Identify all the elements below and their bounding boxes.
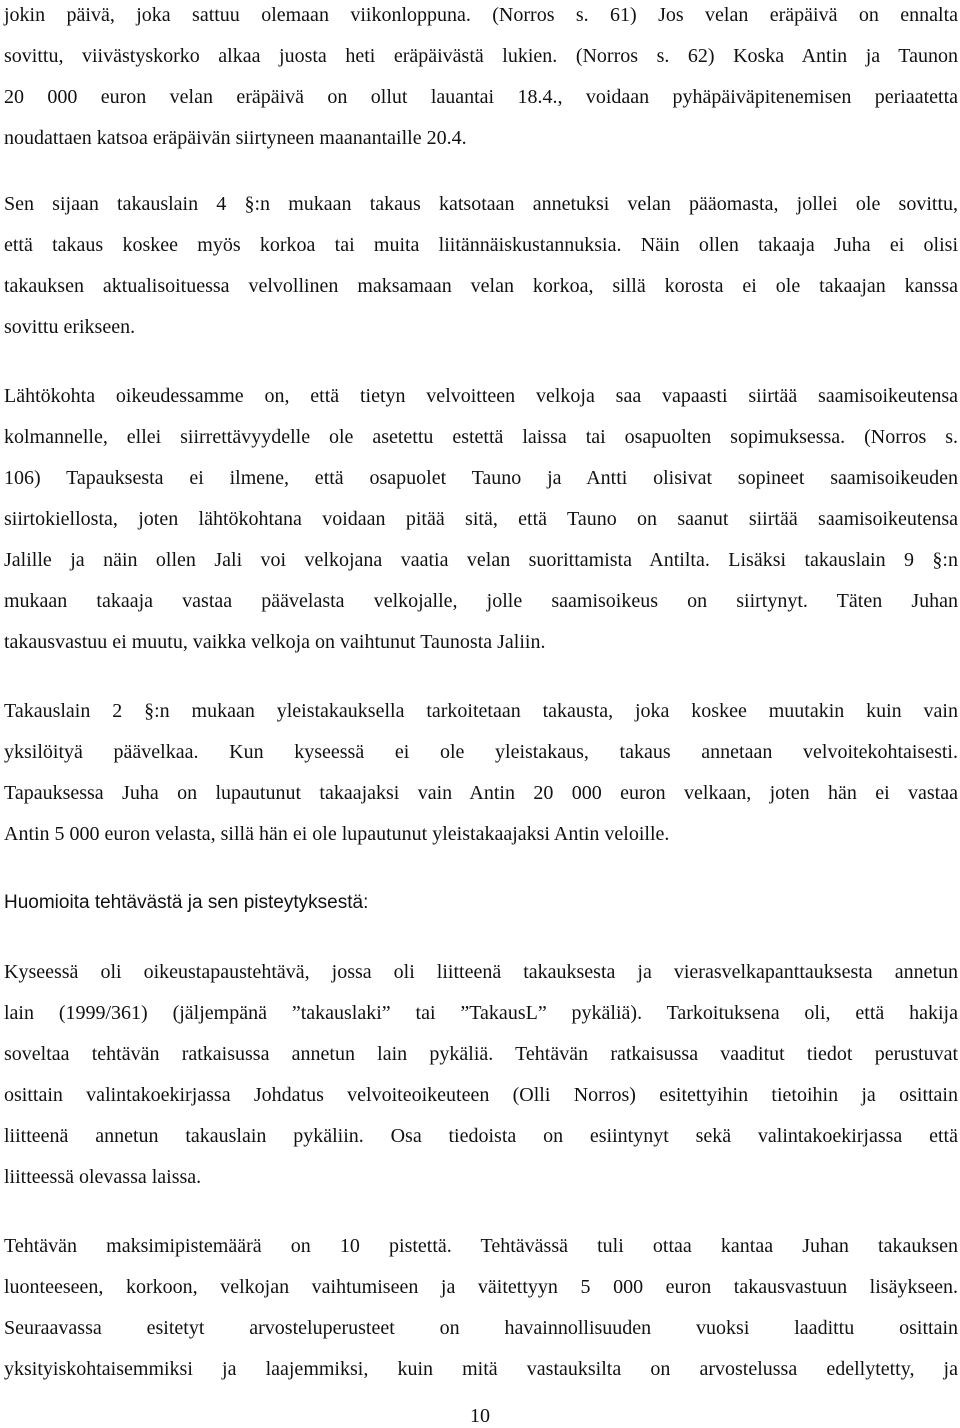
text-line: Antin 5 000 euron velasta, sillä hän ei ole lupautunut yleistakaajaksi Antin veloille. — [4, 823, 670, 845]
text-line: takauksen aktualisoituessa velvollinen maksamaan velan korkoa, sillä korosta ei ole takaajan kanssa — [4, 275, 958, 297]
text-line: Sen sijaan takauslain 4 §:n mukaan takaus katsotaan annetuksi velan pääomasta, jollei ole sovittu, — [4, 193, 958, 215]
text-line: 106) Tapauksesta ei ilmene, että osapuolet Tauno ja Antti olisivat sopineet saamisoikeuden — [4, 467, 958, 489]
text-line: Jalille ja näin ollen Jali voi velkojana vaatia velan suorittamista Antilta. Lisäksi takauslain 9 §:n — [4, 549, 958, 571]
text-line: Takauslain 2 §:n mukaan yleistakauksella tarkoitetaan takausta, joka koskee muutakin kuin vain — [4, 700, 958, 722]
text-line: takausvastuu ei muutu, vaikka velkoja on vaihtunut Taunosta Jaliin. — [4, 631, 546, 653]
page-number: 10 — [470, 1405, 490, 1427]
text-line: Kyseessä oli oikeustapaustehtävä, jossa oli liitteenä takauksesta ja vierasvelkapanttauksesta annetun — [4, 961, 958, 983]
text-line: sovittu erikseen. — [4, 316, 136, 338]
text-line: noudattaen katsoa eräpäivän siirtyneen maanantaille 20.4. — [4, 127, 467, 149]
text-line: liitteenä annetun takauslain pykäliin. Osa tiedoista on esiintynyt sekä valintakoekirjassa että — [4, 1125, 958, 1147]
text-line: lain (1999/361) (jäljempänä ”takauslaki” tai ”TakausL” pykäliä). Tarkoituksena oli, että hakija — [4, 1002, 958, 1024]
text-line: sovittu, viivästyskorko alkaa juosta heti eräpäivästä lukien. (Norros s. 62) Koska Antin ja Taunon — [4, 45, 958, 67]
text-line: jokin päivä, joka sattuu olemaan viikonloppuna. (Norros s. 61) Jos velan eräpäivä on ennalta — [4, 4, 958, 26]
text-line: Tapauksessa Juha on lupautunut takaajaksi vain Antin 20 000 euron velkaan, joten hän ei vastaa — [4, 782, 958, 804]
text-line: yksilöityä päävelkaa. Kun kyseessä ei ole yleistakaus, takaus annetaan velvoitekohtaisesti. — [4, 741, 958, 763]
text-line: Lähtökohta oikeudessamme on, että tietyn velvoitteen velkoja saa vapaasti siirtää saamisoikeutensa — [4, 385, 958, 407]
text-line: 20 000 euron velan eräpäivä on ollut lauantai 18.4., voidaan pyhäpäiväpitenemisen periaatetta — [4, 86, 958, 108]
text-line: että takaus koskee myös korkoa tai muita liitännäiskustannuksia. Näin ollen takaaja Juha ei olisi — [4, 234, 958, 256]
text-line: kolmannelle, ellei siirrettävyydelle ole asetettu estettä laissa tai osapuolten sopimuksessa. (Norros s. — [4, 426, 958, 448]
text-line: Tehtävän maksimipistemäärä on 10 pistettä. Tehtävässä tuli ottaa kantaa Juhan takauksen — [4, 1235, 958, 1257]
text-line: soveltaa tehtävän ratkaisussa annetun lain pykäliä. Tehtävän ratkaisussa vaaditut tiedot perustuvat — [4, 1043, 958, 1065]
text-line: liitteessä olevassa laissa. — [4, 1166, 202, 1188]
text-line: yksityiskohtaisemmiksi ja laajemmiksi, kuin mitä vastauksilta on arvostelussa edellytetty, ja — [4, 1358, 958, 1380]
text-line: mukaan takaaja vastaa päävelasta velkojalle, jolle saamisoikeus on siirtynyt. Täten Juhan — [4, 590, 958, 612]
text-line: luonteeseen, korkoon, velkojan vaihtumiseen ja väitettyyn 5 000 euron takausvastuun lisäykseen. — [4, 1276, 958, 1298]
text-line: osittain valintakoekirjassa Johdatus velvoiteoikeuteen (Olli Norros) esitettyihin tietoihin ja osittain — [4, 1084, 958, 1106]
text-line: Seuraavassa esitetyt arvosteluperusteet on havainnollisuuden vuoksi laadittu osittain — [4, 1317, 958, 1339]
text-line: siirtokiellosta, joten lähtökohtana voidaan pitää sitä, että Tauno on saanut siirtää saamisoikeutensa — [4, 508, 958, 530]
section-heading: Huomioita tehtävästä ja sen pisteytyksestä: — [4, 892, 369, 913]
